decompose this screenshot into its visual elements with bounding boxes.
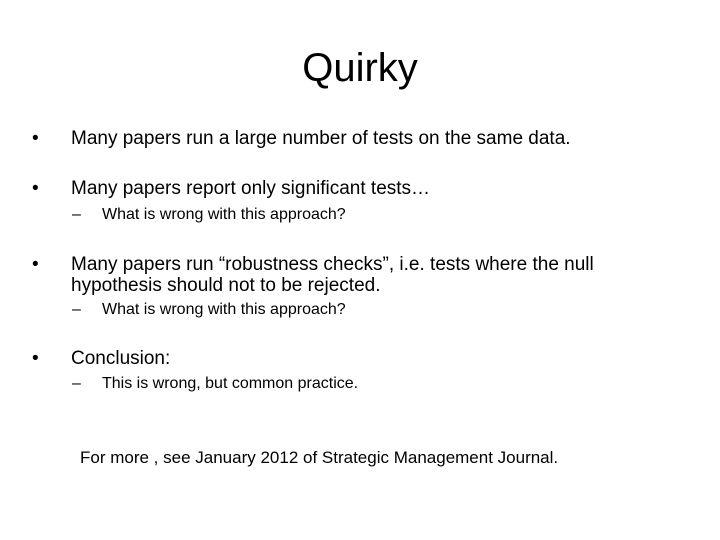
sub-bullet-text: What is wrong with this approach? [102,206,346,223]
bullet-item [32,128,672,149]
bullet-text: Many papers run a large number of tests on the same data. [71,128,571,149]
slide-title: Quirky [302,46,418,90]
bullet-marker: • [32,348,39,369]
bullet-text: Many papers run “robustness checks”, i.e. tests where the null hypothesis should not to be rejected. [71,254,594,296]
bullet-marker: • [32,128,39,149]
sub-bullet-item [72,205,672,224]
bullet-text: Conclusion: [71,348,171,369]
bullet-item [32,254,672,296]
bullet-marker: • [32,178,39,199]
sub-bullet-marker: – [72,375,81,392]
sub-bullet-text: This is wrong, but common practice. [102,375,359,392]
bullet-marker: • [32,254,39,275]
reference-note: For more , see January 2012 of Strategic Management Journal. [80,448,559,467]
bullet-text: Many papers report only significant tests… [71,178,431,199]
sub-bullet-item [72,300,672,319]
sub-bullet-text: What is wrong with this approach? [102,301,346,318]
bullet-item [32,348,672,369]
sub-bullet-item [72,374,672,393]
sub-bullet-marker: – [72,206,81,223]
bullet-item [32,178,672,199]
sub-bullet-marker: – [72,301,81,318]
